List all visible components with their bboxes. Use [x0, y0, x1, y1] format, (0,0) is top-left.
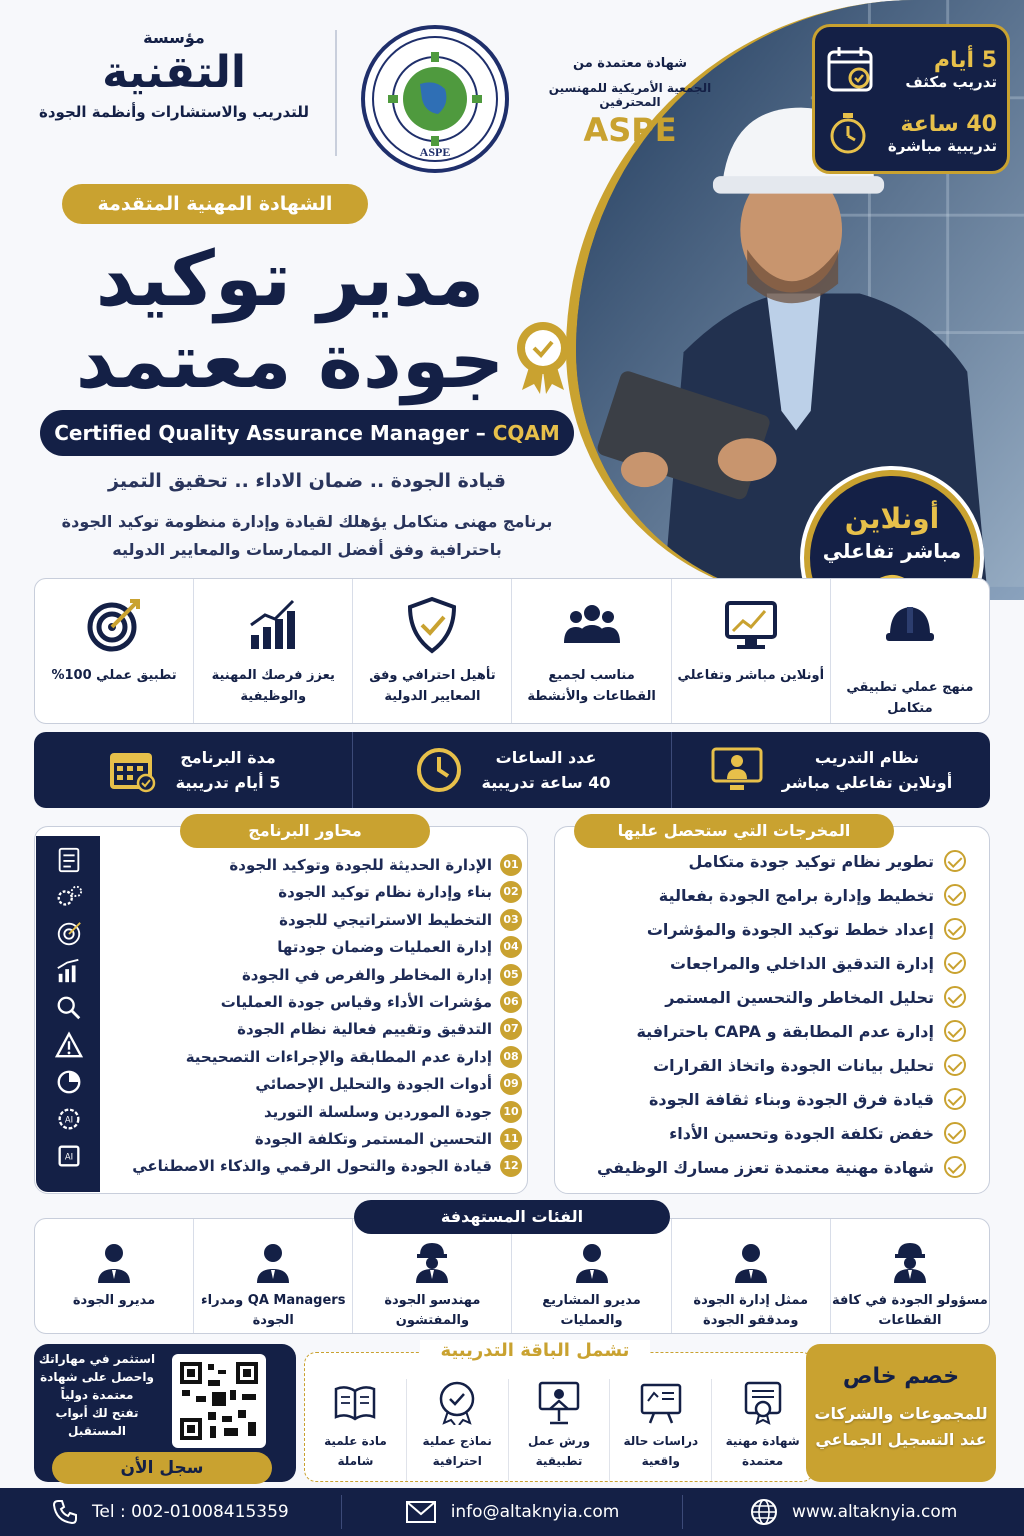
target-label: QA Managers ومدراء الجودة: [201, 1293, 346, 1328]
footer-website[interactable]: [683, 1495, 1024, 1529]
days-row: [825, 37, 997, 101]
target-label: مديرو المشاريع والعمليات: [542, 1293, 641, 1328]
module-label: أدوات الجودة والتحليل الإحصائي: [255, 1075, 492, 1094]
target-audience-strip: [34, 1218, 990, 1334]
engineer-icon: [888, 1239, 932, 1283]
feature-international-standards: [352, 579, 511, 723]
shield-check-icon: [402, 595, 462, 655]
outcome-item: [665, 986, 966, 1008]
package-title: تشمل الباقة التدريبية: [420, 1340, 650, 1361]
check-circle-icon: [944, 1054, 966, 1076]
engineer-icon: [410, 1239, 454, 1283]
phone-number: Tel : 002-01008415359: [91, 1502, 289, 1522]
info-title: عدد الساعات: [495, 748, 597, 767]
module-item: [237, 1018, 522, 1040]
discount-text: [806, 1401, 996, 1453]
english-title-pill: [40, 410, 574, 456]
module-number: 02: [500, 881, 522, 903]
email-address: info@altaknyia.com: [450, 1502, 620, 1522]
pie-icon: [52, 1068, 86, 1096]
module-label: التحسين المستمر وتكلفة الجودة: [254, 1130, 492, 1148]
module-label: التدقيق وتقييم فعالية نظام الجودة: [237, 1020, 492, 1039]
seal-abbr: ASPE: [419, 145, 451, 159]
module-item: [242, 964, 522, 986]
cta-text-line: المستقبل: [67, 1424, 127, 1438]
group-icon: [562, 595, 622, 655]
cta-text-line: معتمدة دولياً: [60, 1388, 134, 1402]
register-now-button[interactable]: سجل الأن: [52, 1452, 272, 1484]
calendar-icon: [825, 44, 875, 94]
module-label: قيادة الجودة والتحول الرقمي والذكاء الاصطناعي: [132, 1157, 492, 1176]
tagline: قيادة الجودة .. ضمان الاداء .. تحقيق التميز: [108, 470, 506, 492]
bar-growth-icon: [243, 595, 303, 655]
accreditation-abbr: ASPE: [583, 111, 677, 149]
target-icon: [84, 595, 144, 655]
module-item: [277, 936, 522, 958]
check-circle-icon: [944, 1156, 966, 1178]
module-number: 08: [500, 1046, 522, 1068]
case-study-icon: [638, 1379, 684, 1425]
module-label: إدارة عدم المطابقة والإجراءات التصحيحية: [185, 1047, 492, 1066]
package-item-label: نماذج عملية احترافية: [422, 1434, 492, 1468]
aspe-seal-logo: [360, 24, 510, 174]
duration-summary-box: [812, 24, 1010, 174]
trainer-monitor-icon: [710, 745, 764, 795]
features-strip: [34, 578, 990, 724]
check-circle-icon: [944, 918, 966, 940]
discount-box: [806, 1344, 996, 1482]
check-circle-icon: [944, 986, 966, 1008]
check-circle-icon: [944, 884, 966, 906]
module-number: 04: [500, 936, 522, 958]
logo-top-text: مؤسسة: [143, 28, 205, 47]
accreditation-line2: الجمعية الأمريكية للمهنسين المحترفين: [548, 81, 712, 109]
module-item: [255, 1073, 522, 1095]
outcomes-title: المخرجات التي ستحصل عليها: [574, 814, 894, 848]
award-badge-icon: [512, 320, 574, 394]
search-icon: [52, 994, 86, 1022]
online-badge-subtitle: مباشر تفاعلي: [822, 539, 962, 563]
module-label: مؤشرات الأداء وقياس جودة العمليات: [220, 993, 492, 1011]
outcome-item: [649, 1088, 966, 1110]
target-label: مديرو الجودة: [72, 1293, 156, 1308]
outcome-item: [653, 1054, 966, 1076]
certificate-level-pill: الشهادة المهنية المتقدمة: [62, 184, 368, 224]
person-icon: [92, 1239, 136, 1283]
module-item: [229, 854, 522, 876]
helmet-icon: [880, 595, 940, 655]
monitor-chart-icon: [721, 595, 781, 655]
target-item: [830, 1219, 989, 1333]
target-item: [511, 1219, 670, 1333]
stopwatch-icon: [825, 110, 871, 156]
target-item: [193, 1219, 352, 1333]
cta-text-line: استثمر في مهاراتك: [38, 1352, 156, 1366]
feature-label: يعزز فرصك المهنية والوظيفية: [211, 668, 335, 704]
package-item-certificate: [711, 1379, 813, 1481]
globe-icon: [750, 1498, 778, 1526]
days-caption: تدريب مكثف: [905, 72, 997, 91]
contact-footer: [0, 1488, 1024, 1536]
person-icon: [729, 1239, 773, 1283]
clock-icon: [414, 745, 464, 795]
module-number: 01: [500, 854, 522, 876]
outcome-label: تخطيط وإدارة برامج الجودة بفعالية: [658, 885, 934, 905]
package-item-label: ورش عمل تطبيقية: [527, 1434, 591, 1468]
outcome-label: قيادة فرق الجودة وبناء ثقافة الجودة: [648, 1089, 934, 1109]
outcome-item: [636, 1020, 966, 1042]
package-item-material: [305, 1379, 406, 1481]
feature-label: أونلاين مباشر وتفاعلي: [677, 668, 825, 683]
chart-icon: [52, 957, 86, 985]
calendar-icon: [106, 745, 158, 795]
email-icon: [405, 1500, 437, 1524]
feature-label: مناسب لجميع القطاعات والأنشطة: [527, 668, 656, 704]
module-label: إدارة العمليات وضمان جودتها: [277, 938, 492, 957]
package-item-case-studies: [609, 1379, 711, 1481]
info-title: مدة البرنامج: [180, 748, 276, 767]
target-item: [352, 1219, 511, 1333]
feature-all-sectors: [511, 579, 670, 723]
module-number: 12: [500, 1155, 522, 1177]
module-item: [186, 1046, 522, 1068]
organization-logo: [24, 28, 324, 121]
info-value: أونلاين تفاعلي مباشر: [781, 773, 953, 792]
discount-line2: عند التسجيل الجماعي: [815, 1430, 987, 1449]
module-number: 07: [500, 1018, 522, 1040]
outcome-label: تطوير نظام توكيد جودة متكامل: [688, 851, 934, 871]
english-code: CQAM: [492, 421, 560, 445]
module-label: جودة الموردين وسلسلة التوريد: [263, 1102, 492, 1121]
english-title: Certified Quality Assurance Manager –: [54, 421, 493, 445]
feature-career-growth: [193, 579, 352, 723]
check-circle-icon: [944, 1088, 966, 1110]
website-url: www.altaknyia.com: [792, 1502, 958, 1522]
hours-row: [825, 101, 997, 165]
outcome-label: إعداد خطط توكيد الجودة والمؤشرات: [646, 919, 934, 939]
outcome-label: تحليل بيانات الجودة واتخاذ القرارات: [653, 1055, 934, 1075]
accreditation-block: [520, 56, 740, 149]
module-number: 05: [500, 964, 522, 986]
package-box: [304, 1352, 814, 1482]
check-circle-icon: [944, 1020, 966, 1042]
hours-caption: تدريبية مباشرة: [887, 136, 997, 155]
ai-gear-icon: [52, 1105, 86, 1133]
target-label: مسؤولو الجودة في كافة القطاعات: [832, 1293, 988, 1328]
module-number: 06: [500, 991, 522, 1013]
feature-label: تطبيق عملي 100%: [51, 668, 177, 683]
outcome-label: تحليل المخاطر والتحسين المستمر: [665, 987, 934, 1007]
cta-text-line: واحصل على شهادة: [40, 1370, 154, 1384]
outcome-item: [670, 952, 966, 974]
package-item-label: شهادة مهنية معتمدة: [725, 1434, 800, 1468]
target-label: ممثل إدارة الجودة ومدققو الجودة: [693, 1293, 809, 1328]
days-value: 5 أيام: [933, 47, 997, 73]
outcome-label: شهادة مهنية معتمدة تعزز مسارك الوظيفي: [596, 1157, 934, 1177]
online-badge-title: أونلاين: [844, 502, 940, 535]
description-line2: باحترافية وفق أفضل الممارسات والمعايير الدوليه: [112, 540, 502, 559]
feature-label: تأهيل احترافي وفق المعايير الدولية: [369, 668, 496, 704]
checklist-icon: [52, 846, 86, 874]
main-title-line1: مدير توكيد: [95, 234, 485, 323]
program-info-bar: [34, 732, 990, 808]
accreditation-line1: شهادة معتمدة من: [573, 56, 687, 71]
package-item-label: دراسات حالة واقعية: [623, 1434, 699, 1468]
feature-practical-curriculum: [830, 579, 989, 723]
discount-title: خصم خاص: [842, 1364, 960, 1389]
cta-text-line: تفتح لك أبواب: [55, 1406, 139, 1420]
target-icon: [52, 920, 86, 948]
outcome-item: [597, 1156, 966, 1178]
target-label: مهندسو الجودة والمفتشون: [384, 1293, 481, 1328]
outcome-item: [669, 1122, 966, 1144]
warning-icon: [52, 1031, 86, 1059]
discount-line1: للمجموعات والشركات: [814, 1404, 988, 1423]
outcome-item: [659, 884, 966, 906]
ai-chip-icon: [52, 1142, 86, 1170]
package-item-workshops: [508, 1379, 610, 1481]
module-number: 11: [500, 1128, 522, 1150]
package-item-templates: [406, 1379, 508, 1481]
check-circle-icon: [944, 952, 966, 974]
module-label: التخطيط الاستراتيجي للجودة: [279, 910, 492, 929]
module-number: 09: [500, 1073, 522, 1095]
person-icon: [251, 1239, 295, 1283]
package-item-label: مادة علمية شاملة: [324, 1434, 387, 1468]
target-item: [35, 1219, 193, 1333]
footer-email[interactable]: [342, 1495, 684, 1529]
module-item: [264, 1101, 522, 1123]
info-training-system: [671, 732, 990, 808]
qr-code[interactable]: [172, 1354, 266, 1448]
main-title-line2: جودة معتمد: [75, 316, 505, 405]
info-value: 40 ساعة تدريبية: [481, 773, 611, 792]
module-label: بناء وإدارة نظام توكيد الجودة: [278, 883, 492, 902]
logo-subtitle: للتدريب والاستشارات وأنظمة الجودة: [38, 103, 309, 121]
modules-title: محاور البرنامج: [180, 814, 430, 848]
svg-text:AI: AI: [64, 1151, 74, 1162]
outcome-item: [689, 850, 966, 872]
check-circle-icon: [944, 1122, 966, 1144]
hours-value: 40 ساعة: [900, 111, 997, 137]
outcome-label: إدارة عدم المطابقة و CAPA باحترافية: [636, 1021, 934, 1041]
outcome-label: خفض تكلفة الجودة وتحسين الأداء: [669, 1123, 934, 1143]
module-label: إدارة المخاطر والفرص في الجودة: [241, 965, 492, 984]
module-item: [279, 909, 522, 931]
certificate-icon: [740, 1379, 786, 1425]
outcome-item: [647, 918, 966, 940]
module-item: [278, 881, 522, 903]
info-value: 5 أيام تدريبية: [175, 773, 281, 792]
module-item: [221, 991, 522, 1013]
module-label: الإدارة الحديثة للجودة وتوكيد الجودة: [229, 856, 492, 874]
logo-name: التقنية: [102, 47, 246, 98]
cta-text: [34, 1350, 160, 1440]
module-item: [132, 1155, 522, 1177]
badge-check-icon: [434, 1379, 480, 1425]
module-number: 10: [500, 1101, 522, 1123]
feature-label: منهج عملي تطبيقي متكامل: [846, 680, 974, 716]
book-icon: [332, 1379, 378, 1425]
header-divider: [335, 30, 337, 156]
description-line1: برنامج مهنى متكامل يؤهلك لقيادة وإدارة منظومة توكيد الجودة: [61, 512, 553, 531]
feature-100-practical: [35, 579, 193, 723]
feature-online-interactive: [671, 579, 830, 723]
phone-icon: [52, 1499, 78, 1525]
target-item: [671, 1219, 830, 1333]
info-hours: [352, 732, 671, 808]
footer-phone[interactable]: [0, 1495, 342, 1529]
info-title: نظام التدريب: [814, 748, 920, 767]
person-icon: [570, 1239, 614, 1283]
target-audience-title: الفئات المستهدفة: [354, 1200, 670, 1234]
module-number: 03: [500, 909, 522, 931]
info-duration: [34, 732, 352, 808]
svg-text:AI: AI: [64, 1114, 74, 1125]
gears-icon: [52, 883, 86, 911]
module-item: [255, 1128, 522, 1150]
outcome-label: إدارة التدقيق الداخلي والمراجعات: [670, 953, 934, 973]
workshop-icon: [536, 1379, 582, 1425]
check-circle-icon: [944, 850, 966, 872]
